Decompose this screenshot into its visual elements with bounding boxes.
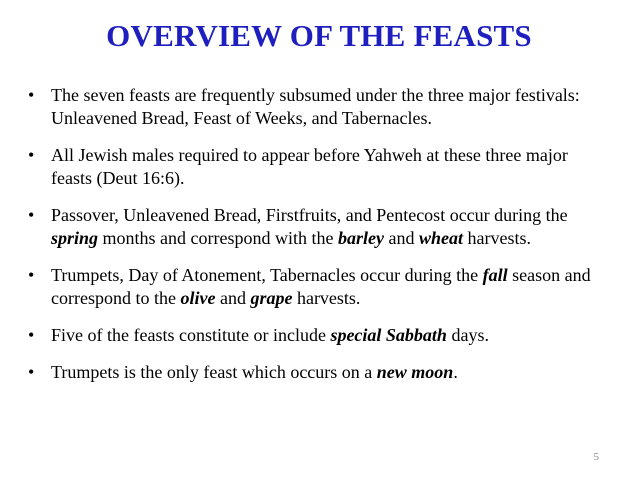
text-segment: season and correspond to the — [51, 265, 591, 308]
bullet-text — [51, 145, 568, 188]
bullet-item — [28, 264, 608, 310]
bullet-glyph: • — [28, 362, 35, 382]
text-segment: Passover, Unleavened Bread, Firstfruits, and Pentecost occur during the — [51, 205, 568, 225]
bullet-item — [28, 84, 608, 130]
text-segment: Five of the feasts constitute or include — [51, 325, 331, 345]
bullet-list — [28, 84, 608, 398]
bullet-item — [28, 361, 608, 384]
emphasis-text: olive — [180, 288, 216, 308]
bullet-glyph: • — [28, 205, 35, 225]
bullet-glyph: • — [28, 85, 35, 105]
bullet-text — [51, 362, 458, 382]
bullet-text — [51, 325, 489, 345]
text-segment: harvests. — [463, 228, 531, 248]
text-segment: and — [383, 228, 419, 248]
text-segment: . — [453, 362, 458, 382]
bullet-item — [28, 324, 608, 347]
bullet-item — [28, 144, 608, 190]
bullet-text — [51, 85, 580, 128]
text-segment: days. — [446, 325, 489, 345]
bullet-text — [51, 205, 568, 248]
emphasis-text: grape — [250, 288, 293, 308]
bullet-glyph: • — [28, 325, 35, 345]
bullet-glyph: • — [28, 265, 35, 285]
emphasis-text: fall — [482, 265, 508, 285]
emphasis-text: barley — [338, 228, 384, 248]
text-segment: Trumpets, Day of Atonement, Tabernacles occur during the — [51, 265, 483, 285]
bullet-item — [28, 204, 608, 250]
emphasis-text: spring — [51, 228, 99, 248]
text-segment: The seven feasts are frequently subsumed under the three major festivals: Unleavened Bread, Feast of Weeks, and Tabernacles. — [51, 85, 580, 128]
emphasis-text: new moon — [376, 362, 454, 382]
emphasis-text: special Sabbath — [330, 325, 447, 345]
text-segment: All Jewish males required to appear before Yahweh at these three major feasts (Deut 16:6). — [51, 145, 568, 188]
slide-title: OVERVIEW OF THE FEASTS — [106, 18, 532, 53]
emphasis-text: wheat — [418, 228, 463, 248]
bullet-text — [51, 265, 591, 308]
text-segment: harvests. — [292, 288, 361, 308]
text-segment: months and correspond with the — [98, 228, 338, 248]
bullet-glyph: • — [28, 145, 35, 165]
page-number: 5 — [593, 451, 599, 463]
text-segment: and — [215, 288, 251, 308]
text-segment: Trumpets is the only feast which occurs on a — [51, 362, 377, 382]
